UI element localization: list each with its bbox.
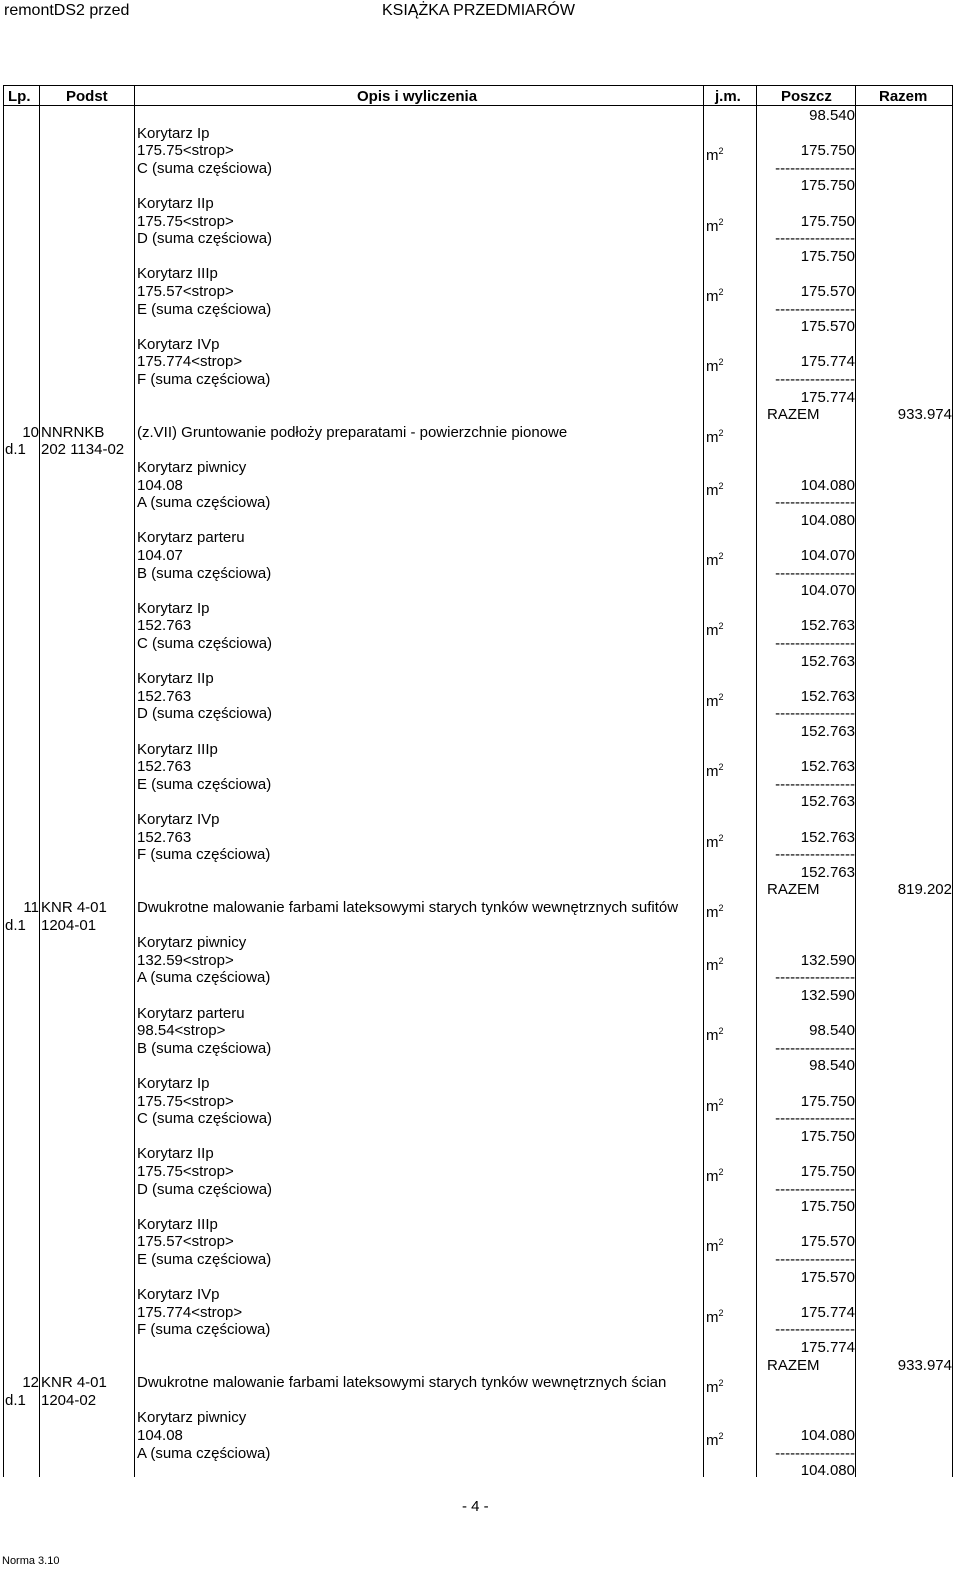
dash-separator: ---------------- [775, 776, 855, 793]
partial-value: 175.750 [800, 213, 855, 230]
calc-text: Korytarz parteru [137, 529, 245, 546]
calc-text: E (suma częściowa) [137, 776, 272, 793]
column-divider [134, 85, 135, 1477]
partial-value: 175.570 [800, 1269, 855, 1286]
item-number: 11 [23, 899, 39, 916]
dash-separator: ---------------- [775, 635, 855, 652]
item-basis: 202 1134-02 [41, 441, 125, 458]
partial-value: 175.774 [800, 389, 855, 406]
calc-text: 175.75<strop> [137, 1163, 234, 1180]
partial-value: 175.570 [800, 283, 855, 300]
calc-text: E (suma częściowa) [137, 301, 272, 318]
calc-text: 152.763 [137, 758, 192, 775]
software-version: Norma 3.10 [2, 1555, 60, 1567]
unit: $m^2$ [706, 621, 724, 639]
calc-text: 175.774<strop> [137, 353, 243, 370]
partial-value: 152.763 [800, 688, 855, 705]
unit: $m^2$ [706, 1431, 724, 1449]
calc-text: 104.07 [137, 547, 183, 564]
partial-value: 175.774 [800, 1339, 855, 1356]
calc-text: Korytarz Ip [137, 125, 210, 142]
total-value: 933.974 [897, 1357, 952, 1374]
calc-text: D (suma częściowa) [137, 230, 273, 247]
page-number: - 4 - [462, 1498, 489, 1515]
partial-value: 152.763 [800, 864, 855, 881]
col-header-jm: j.m. [715, 88, 741, 105]
partial-value: 104.070 [800, 582, 855, 599]
calc-text: Korytarz IIp [137, 195, 214, 212]
dash-separator: ---------------- [775, 1445, 855, 1462]
dash-separator: ---------------- [775, 1040, 855, 1057]
unit: $m^2$ [706, 956, 724, 974]
calc-text: F (suma częściowa) [137, 1321, 271, 1338]
partial-value: 98.540 [809, 1057, 855, 1074]
calc-text: Korytarz IIp [137, 670, 214, 687]
calc-text: F (suma częściowa) [137, 371, 271, 388]
calc-text: Korytarz piwnicy [137, 459, 247, 476]
calc-text: 175.75<strop> [137, 213, 234, 230]
partial-value: 104.070 [800, 547, 855, 564]
calc-text: C (suma częściowa) [137, 635, 273, 652]
col-header-podst: Podst [66, 88, 108, 105]
calc-text: D (suma częściowa) [137, 705, 273, 722]
unit: $m^2$ [706, 1308, 724, 1326]
dash-separator: ---------------- [775, 1110, 855, 1127]
unit: $m^2$ [706, 287, 724, 305]
partial-value: 98.540 [809, 1022, 855, 1039]
calc-text: E (suma częściowa) [137, 1251, 272, 1268]
partial-value: 152.763 [800, 829, 855, 846]
partial-value: 175.750 [800, 1093, 855, 1110]
header-left: remontDS2 przed [4, 2, 130, 19]
razem-label: RAZEM [767, 881, 820, 898]
column-divider [855, 85, 856, 1477]
partial-value: 98.540 [809, 107, 855, 124]
calc-text: C (suma częściowa) [137, 160, 273, 177]
partial-value: 152.763 [800, 653, 855, 670]
calc-text: Korytarz parteru [137, 1005, 245, 1022]
partial-value: 175.570 [800, 1233, 855, 1250]
item-basis: KNR 4-01 [41, 1374, 107, 1391]
item-basis: 1204-01 [41, 917, 97, 934]
calc-text: 175.57<strop> [137, 1233, 234, 1250]
calc-text: 104.08 [137, 477, 183, 494]
calc-text: 104.08 [137, 1427, 183, 1444]
calc-text: Korytarz IIIp [137, 265, 218, 282]
dash-separator: ---------------- [775, 230, 855, 247]
dash-separator: ---------------- [775, 705, 855, 722]
item-sub-number: d.1 [5, 1392, 26, 1409]
unit: $m^2$ [706, 903, 724, 921]
calc-text: 152.763 [137, 829, 192, 846]
dash-separator: ---------------- [775, 565, 855, 582]
unit: $m^2$ [706, 1026, 724, 1044]
dash-separator: ---------------- [775, 160, 855, 177]
calc-text: 152.763 [137, 688, 192, 705]
calc-text: D (suma częściowa) [137, 1181, 273, 1198]
partial-value: 132.590 [800, 987, 855, 1004]
unit: $m^2$ [706, 428, 724, 446]
unit: $m^2$ [706, 1237, 724, 1255]
partial-value: 175.750 [800, 248, 855, 265]
calc-text: A (suma częściowa) [137, 969, 271, 986]
calc-text: B (suma częściowa) [137, 565, 272, 582]
partial-value: 175.774 [800, 353, 855, 370]
partial-value: 152.763 [800, 793, 855, 810]
unit: $m^2$ [706, 357, 724, 375]
calc-text: C (suma częściowa) [137, 1110, 273, 1127]
dash-separator: ---------------- [775, 969, 855, 986]
calc-text: Korytarz Ip [137, 600, 210, 617]
header-title: KSIĄŻKA PRZEDMIARÓW [382, 2, 575, 19]
calc-text: Korytarz Ip [137, 1075, 210, 1092]
calc-text: Korytarz IVp [137, 336, 220, 353]
item-description: Dwukrotne malowanie farbami lateksowymi starych tynków wewnętrznych ścian [137, 1374, 667, 1391]
partial-value: 175.750 [800, 1163, 855, 1180]
calc-text: Korytarz IVp [137, 1286, 220, 1303]
col-header-poszcz: Poszcz [781, 88, 832, 105]
col-header-lp: Lp. [8, 88, 31, 105]
calc-text: F (suma częściowa) [137, 846, 271, 863]
partial-value: 175.750 [800, 177, 855, 194]
unit: $m^2$ [706, 481, 724, 499]
partial-value: 104.080 [800, 1427, 855, 1444]
partial-value: 152.763 [800, 617, 855, 634]
calc-text: 152.763 [137, 617, 192, 634]
calc-text: A (suma częściowa) [137, 1445, 271, 1462]
calc-text: Korytarz piwnicy [137, 1409, 247, 1426]
item-number: 10 [22, 424, 39, 441]
total-value: 933.974 [897, 406, 952, 423]
dash-separator: ---------------- [775, 494, 855, 511]
unit: $m^2$ [706, 692, 724, 710]
dash-separator: ---------------- [775, 1321, 855, 1338]
unit: $m^2$ [706, 551, 724, 569]
calc-text: 175.75<strop> [137, 142, 234, 159]
column-divider [39, 85, 40, 1477]
partial-value: 175.750 [800, 1198, 855, 1215]
item-description: Dwukrotne malowanie farbami lateksowymi starych tynków wewnętrznych sufitów [137, 899, 679, 916]
calc-text: A (suma częściowa) [137, 494, 271, 511]
razem-label: RAZEM [767, 406, 820, 423]
calc-text: Korytarz piwnicy [137, 934, 247, 951]
calc-text: B (suma częściowa) [137, 1040, 272, 1057]
col-header-opis: Opis i wyliczenia [357, 88, 478, 105]
calc-text: Korytarz IIIp [137, 741, 218, 758]
partial-value: 104.080 [800, 512, 855, 529]
unit: $m^2$ [706, 762, 724, 780]
partial-value: 152.763 [800, 758, 855, 775]
item-basis: KNR 4-01 [41, 899, 107, 916]
partial-value: 104.080 [800, 1462, 855, 1479]
unit: $m^2$ [706, 1167, 724, 1185]
unit: $m^2$ [706, 217, 724, 235]
unit: $m^2$ [706, 146, 724, 164]
dash-separator: ---------------- [775, 1251, 855, 1268]
partial-value: 152.763 [800, 723, 855, 740]
calc-text: 132.59<strop> [137, 952, 234, 969]
dash-separator: ---------------- [775, 371, 855, 388]
unit: $m^2$ [706, 1378, 724, 1396]
item-sub-number: d.1 [5, 441, 26, 458]
unit: $m^2$ [706, 833, 724, 851]
calc-text: 175.75<strop> [137, 1093, 234, 1110]
partial-value: 175.774 [800, 1304, 855, 1321]
calc-text: Korytarz IIIp [137, 1216, 218, 1233]
column-divider [703, 85, 704, 1477]
calc-text: 98.54<strop> [137, 1022, 226, 1039]
item-number: 12 [22, 1374, 39, 1391]
partial-value: 132.590 [800, 952, 855, 969]
item-basis: NNRNKB [41, 424, 105, 441]
calc-text: Korytarz IIp [137, 1145, 214, 1162]
calc-text: 175.774<strop> [137, 1304, 243, 1321]
partial-value: 104.080 [800, 477, 855, 494]
partial-value: 175.750 [800, 1128, 855, 1145]
total-value: 819.202 [897, 881, 952, 898]
item-basis: 1204-02 [41, 1392, 97, 1409]
calc-text: Korytarz IVp [137, 811, 220, 828]
col-header-razem: Razem [879, 88, 928, 105]
razem-label: RAZEM [767, 1357, 820, 1374]
partial-value: 175.570 [800, 318, 855, 335]
unit: $m^2$ [706, 1097, 724, 1115]
dash-separator: ---------------- [775, 301, 855, 318]
partial-value: 175.750 [800, 142, 855, 159]
calc-text: 175.57<strop> [137, 283, 234, 300]
dash-separator: ---------------- [775, 846, 855, 863]
item-description: (z.VII) Gruntowanie podłoży preparatami - powierzchnie pionowe [137, 424, 568, 441]
item-sub-number: d.1 [5, 917, 26, 934]
dash-separator: ---------------- [775, 1181, 855, 1198]
